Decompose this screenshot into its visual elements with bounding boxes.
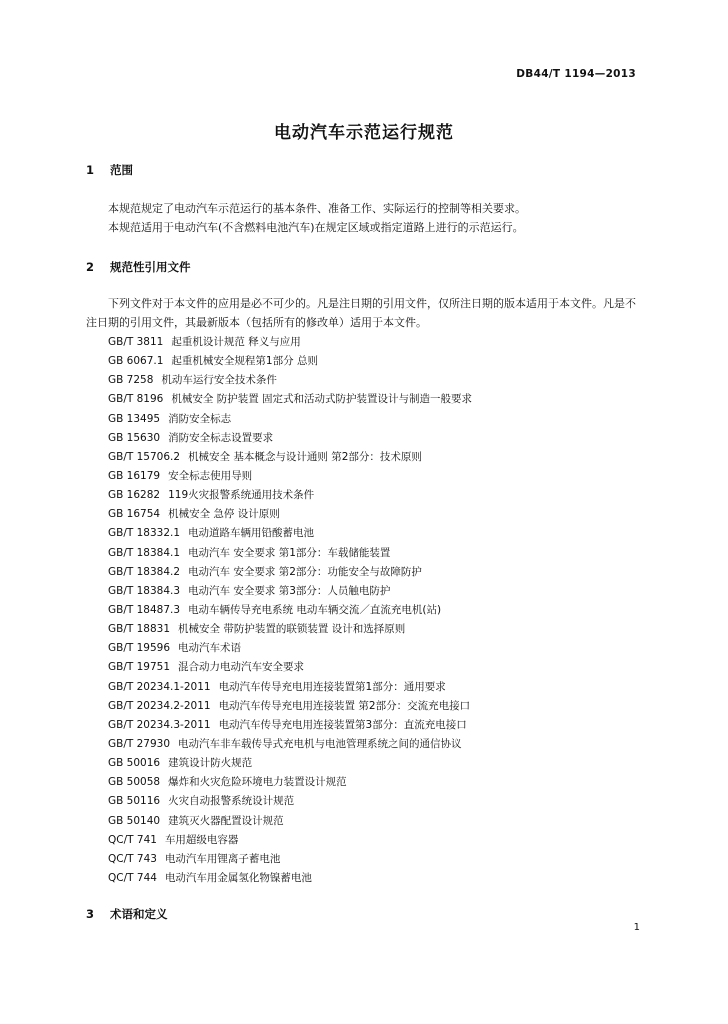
reference-title: 电动汽车术语 — [178, 642, 242, 655]
reference-code: GB 6067.1 — [108, 355, 164, 368]
reference-code: GB/T 20234.1-2011 — [108, 680, 211, 693]
standard-code: DB44/T 1194—2013 — [516, 68, 636, 80]
section-title: 术语和定义 — [110, 907, 168, 921]
reference-code: GB 50116 — [108, 795, 161, 808]
reference-code: GB/T 18384.2 — [108, 565, 181, 578]
reference-title: 消防安全标志 — [168, 412, 232, 425]
reference-title: 电动汽车传导充电用连接装置第1部分：通用要求 — [218, 680, 446, 693]
reference-code: GB 13495 — [108, 412, 161, 425]
section-number: 3 — [86, 907, 95, 921]
list-item — [108, 678, 472, 697]
reference-list — [108, 333, 472, 888]
reference-code: GB/T 18332.1 — [108, 527, 181, 540]
list-item — [108, 754, 472, 773]
reference-title: 电动汽车 安全要求 第3部分：人员触电防护 — [188, 584, 391, 597]
reference-title: 安全标志使用导则 — [168, 469, 253, 482]
list-item — [108, 735, 472, 754]
section-heading-terms-and-definitions — [86, 906, 168, 922]
list-item — [108, 850, 472, 869]
reference-code: GB/T 19596 — [108, 642, 171, 655]
reference-title: 爆炸和火灾危险环境电力装置设计规范 — [168, 776, 347, 789]
section-title: 规范性引用文件 — [110, 260, 191, 274]
reference-code: GB/T 8196 — [108, 393, 164, 406]
reference-code: QC/T 743 — [108, 852, 157, 865]
reference-code: GB/T 18487.3 — [108, 603, 181, 616]
section-number: 1 — [86, 163, 95, 177]
reference-code: QC/T 744 — [108, 871, 157, 884]
list-item — [108, 869, 472, 888]
list-item — [108, 505, 472, 524]
list-item — [108, 371, 472, 390]
section-title: 范围 — [110, 163, 134, 177]
references-intro: 下列文件对于本文件的应用是必不可少的。凡是注日期的引用文件，仅所注日期的版本适用于本文件。凡是不注日期的引用文件，其最新版本（包括所有的修改单）适用于本文件。 — [86, 297, 636, 329]
reference-title: 建筑灭火器配置设计规范 — [168, 814, 284, 827]
list-item — [108, 524, 472, 543]
list-item — [108, 333, 472, 352]
reference-code: GB/T 27930 — [108, 737, 171, 750]
reference-code: GB/T 18831 — [108, 623, 171, 636]
reference-title: 电动汽车传导充电用连接装置第3部分：直流充电接口 — [218, 718, 467, 731]
list-item — [108, 410, 472, 429]
reference-code: GB/T 18384.1 — [108, 546, 181, 559]
list-item — [108, 831, 472, 850]
reference-title: 机械安全 基本概念与设计通则 第2部分：技术原则 — [188, 450, 422, 463]
reference-title: 电动汽车用金属氢化物镍蓄电池 — [164, 871, 312, 884]
page-title: 电动汽车示范运行规范 — [274, 123, 454, 143]
section-number: 2 — [86, 260, 95, 274]
list-item — [108, 812, 472, 831]
reference-code: GB 16282 — [108, 489, 161, 502]
list-item — [108, 352, 472, 371]
paragraph: 本规范适用于电动汽车(不含燃料电池汽车)在规定区域或指定道路上进行的示范运行。 — [108, 221, 524, 234]
reference-title: 电动汽车用锂离子蓄电池 — [164, 852, 281, 865]
reference-code: GB 7258 — [108, 374, 154, 387]
reference-title: 机械安全 带防护装置的联锁装置 设计和选择原则 — [178, 623, 406, 636]
list-item — [108, 390, 472, 409]
list-item — [108, 620, 472, 639]
list-item — [108, 429, 472, 448]
list-item — [108, 792, 472, 811]
list-item — [108, 448, 472, 467]
reference-title: 电动道路车辆用铅酸蓄电池 — [188, 527, 315, 540]
reference-code: GB 16754 — [108, 508, 161, 521]
reference-title: 消防安全标志设置要求 — [168, 431, 274, 444]
reference-title: 机动车运行安全技术条件 — [161, 374, 277, 387]
reference-code: GB/T 18384.3 — [108, 584, 181, 597]
list-item — [108, 486, 472, 505]
reference-title: 电动汽车 安全要求 第1部分：车载储能装置 — [188, 546, 391, 559]
reference-code: GB 50016 — [108, 757, 161, 770]
reference-code: GB 16179 — [108, 469, 161, 482]
reference-title: 火灾自动报警系统设计规范 — [168, 795, 295, 808]
reference-code: GB/T 20234.2-2011 — [108, 699, 211, 712]
list-item — [108, 697, 472, 716]
page-number: 1 — [633, 922, 640, 933]
reference-title: 建筑设计防火规范 — [168, 757, 253, 770]
reference-title: 起重机械安全规程第1部分 总则 — [171, 355, 318, 368]
list-item — [108, 773, 472, 792]
reference-title: 电动汽车传导充电用连接装置 第2部分：交流充电接口 — [218, 699, 471, 712]
section-heading-scope — [86, 162, 133, 178]
list-item — [108, 582, 472, 601]
list-item — [108, 716, 472, 735]
section-heading-normative-references — [86, 259, 191, 275]
paragraph: 本规范规定了电动汽车示范运行的基本条件、准备工作、实际运行的控制等相关要求。 — [108, 202, 526, 215]
reference-title: 119火灾报警系统通用技术条件 — [168, 489, 315, 502]
list-item — [108, 544, 472, 563]
list-item — [108, 563, 472, 582]
list-item — [108, 601, 472, 620]
reference-title: 起重机设计规范 释义与应用 — [171, 336, 301, 348]
reference-code: GB/T 3811 — [108, 336, 164, 348]
reference-title: 混合动力电动汽车安全要求 — [178, 661, 305, 674]
reference-code: GB 50140 — [108, 814, 161, 827]
scope-paragraphs — [86, 199, 646, 237]
reference-title: 电动汽车非车载传导式充电机与电池管理系统之间的通信协议 — [178, 737, 462, 750]
reference-title: 车用超级电容器 — [164, 833, 239, 846]
list-item — [108, 658, 472, 677]
reference-code: GB/T 20234.3-2011 — [108, 718, 211, 731]
reference-code: GB/T 19751 — [108, 661, 171, 674]
reference-code: GB 15630 — [108, 431, 161, 444]
list-item — [108, 639, 472, 658]
reference-code: GB/T 15706.2 — [108, 450, 181, 463]
reference-code: GB 50058 — [108, 776, 161, 789]
reference-title: 机械安全 防护装置 固定式和活动式防护装置设计与制造一般要求 — [171, 393, 473, 406]
reference-title: 电动汽车 安全要求 第2部分：功能安全与故障防护 — [188, 565, 422, 578]
reference-title: 电动车辆传导充电系统 电动车辆交流／直流充电机(站) — [188, 603, 442, 616]
reference-title: 机械安全 急停 设计原则 — [168, 508, 280, 521]
reference-code: QC/T 741 — [108, 833, 157, 846]
list-item — [108, 467, 472, 486]
